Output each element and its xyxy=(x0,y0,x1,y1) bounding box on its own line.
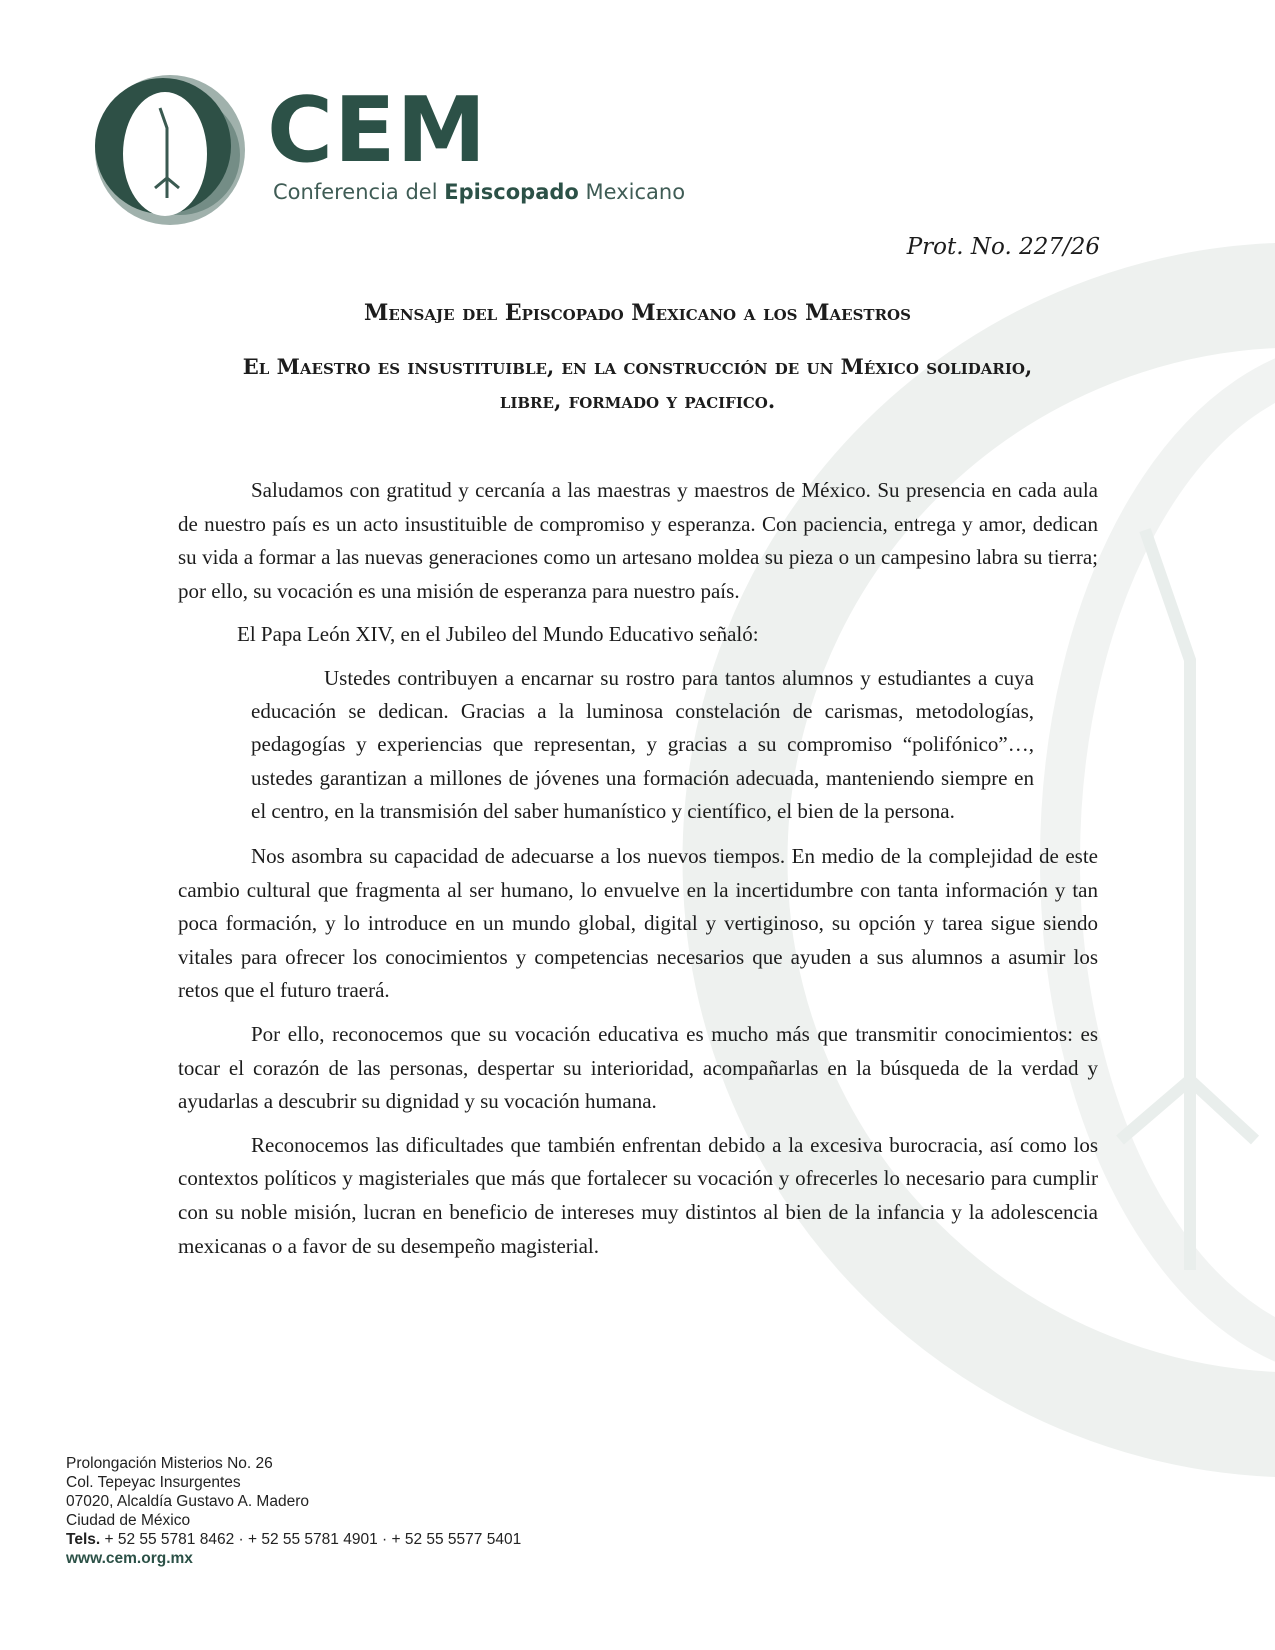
footer-website-link[interactable]: www.cem.org.mx xyxy=(66,1550,193,1567)
block-quote xyxy=(251,662,1034,828)
footer-phones-numbers: + 52 55 5781 8462 · + 52 55 5781 4901 · + 52 55 5577 5401 xyxy=(100,1531,522,1548)
document-body xyxy=(178,474,1098,1273)
document-subtitle-line1: El Maestro es insustituible, en la construcción de un México solidario, xyxy=(242,354,1033,379)
document-subtitle xyxy=(175,350,1100,418)
paragraph-5: Reconocemos las dificultades que también enfrentan debido a la excesiva burocracia, así como los contextos políticos y magisteriales que más que fortalecer su vocación y ofrecerles lo necesario para cumplir con su noble misión, lucran en beneficio de intereses muy distintos al bien de la infancia y la adolescencia mexicanas o a favor de su desempeño magisterial. xyxy=(178,1132,1098,1258)
paragraph-1: Saludamos con gratitud y cercanía a las maestras y maestros de México. Su presencia en cada aula de nuestro país es un acto insustituible de compromiso y esperanza. Con paciencia, entrega y amor, dedican su vida a formar a las nuevas generaciones como un artesano moldea su pieza o un campesino labra su tierra; por ello, su vocación es una misión de esperanza para nuestro país. xyxy=(178,478,1098,603)
paragraph-3: Nos asombra su capacidad de adecuarse a los nuevos tiempos. En medio de la complejidad de este cambio cultural que fragmenta al ser humano, lo envuelve en la incertidumbre con tanta información y tan poca formación, y lo introduce en un mundo global, digital y vertiginoso, su opción y tarea sigue siendo vitales para ofrecer los conocimientos y competencias necesarios que ayuden a sus alumnos a asumir los retos que el futuro traerá. xyxy=(178,843,1098,1003)
footer-phones xyxy=(66,1530,521,1549)
footer-contact xyxy=(66,1454,521,1568)
footer-address-line2: Col. Tepeyac Insurgentes xyxy=(66,1474,241,1491)
document-title: Mensaje del Episcopado Mexicano a los Maestros xyxy=(364,300,911,326)
logo-subtitle: Conferencia del Episcopado Mexicano xyxy=(273,180,686,204)
footer-address-line3: 07020, Alcaldía Gustavo A. Madero xyxy=(66,1493,309,1510)
footer-address-line4: Ciudad de México xyxy=(66,1512,191,1529)
document-subtitle-line2: libre, formado y pacifico. xyxy=(499,388,776,413)
cem-logo-emblem-icon xyxy=(85,70,255,230)
paragraph-4: Por ello, reconocemos que su vocación educativa es mucho más que transmitir conocimientos: es tocar el corazón de las personas, despertar su interioridad, acompañarlas en la búsqueda de la verdad y ayudarlas a descubrir su dignidad y su vocación humana. xyxy=(178,1021,1098,1114)
cem-logo xyxy=(85,70,765,240)
block-quote-text: Ustedes contribuyen a encarnar su rostro para tantos alumnos y estudiantes a cuya educación se dedican. Gracias a la luminosa constelación de carismas, metodologías, pedagogías y experiencias que representan, y gracias a su compromiso “polifónico”…, ustedes garantizan a millones de jóvenes una formación adecuada, manteniendo siempre en el centro, en la transmisión del saber humanístico y científico, el bien de la persona. xyxy=(251,665,1034,823)
footer-address-line1: Prolongación Misterios No. 26 xyxy=(66,1455,273,1472)
logo-acronym: CEM xyxy=(267,78,488,183)
footer-phones-label: Tels. xyxy=(66,1531,101,1548)
protocol-number: Prot. No. 227/26 xyxy=(906,234,1100,260)
paragraph-2: El Papa León XIV, en el Jubileo del Mundo Educativo señaló: xyxy=(237,622,759,647)
